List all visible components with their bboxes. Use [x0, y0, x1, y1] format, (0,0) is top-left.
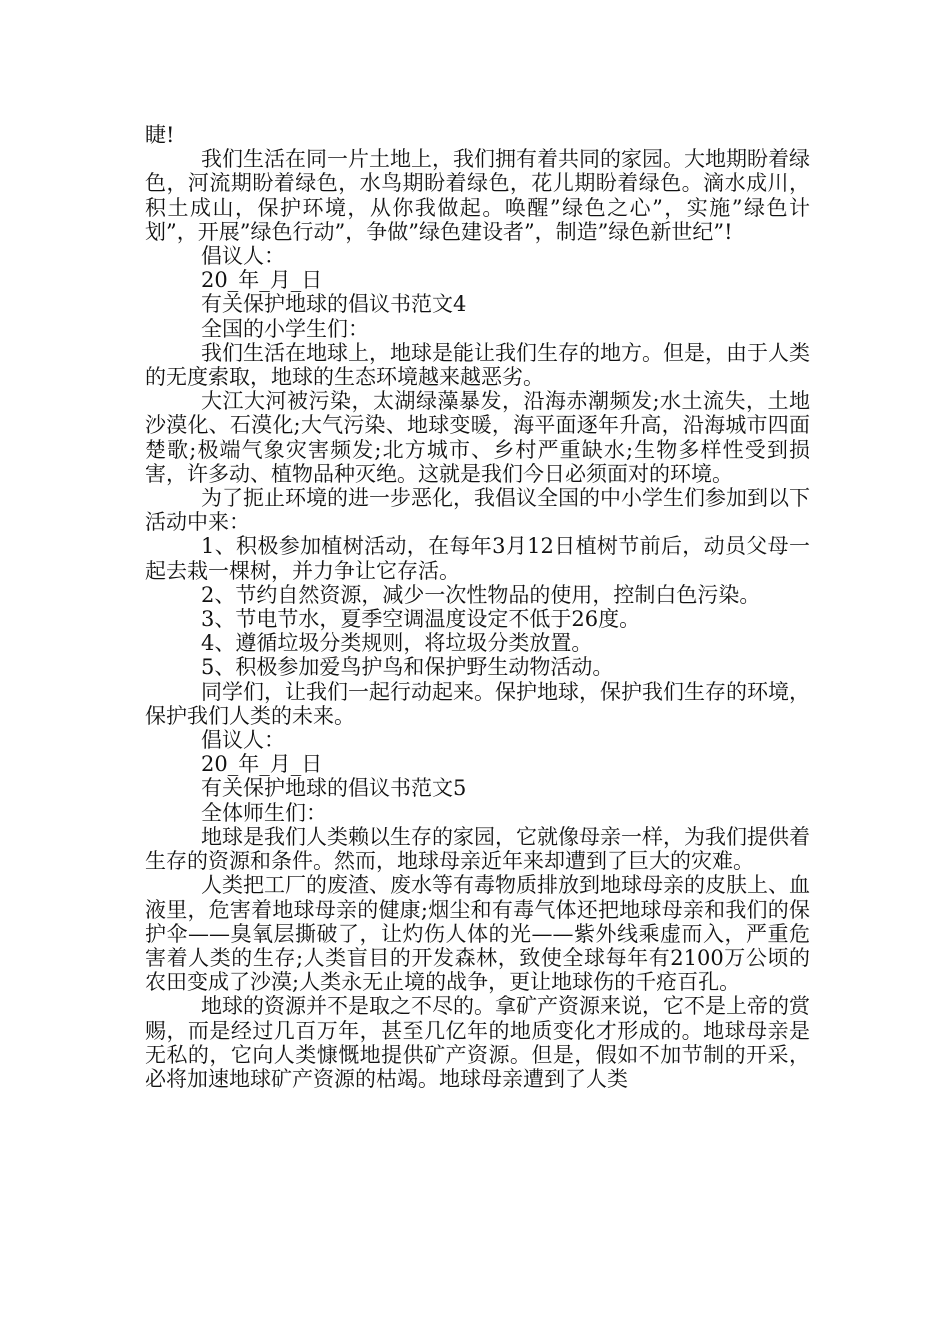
signature-label: 倡议人： [201, 244, 285, 269]
document-body [145, 123, 810, 1091]
paragraph: 睫! [145, 123, 175, 147]
paragraph: 大江大河被污染，太湖绿藻暴发，沿海赤潮频发;水土流失，土地沙漠化、石漠化;大气污染、地球变暖，海平面逐年升高，沿海城市四面楚歌;极端气象灾害频发;北方城市、乡村严重缺水;生物多样性受到损害，许多动、植物品种灭绝。这就是我们今日必须面对的环境。 [145, 389, 810, 486]
paragraph: 人类把工厂的废渣、废水等有毒物质排放到地球母亲的皮肤上、血液里，危害着地球母亲的健康;烟尘和有毒气体还把地球母亲和我们的保护伞——臭氧层撕破了，让灼伤人体的光——紫外线乘虚而入，严重危害着人类的生存;人类盲目的开发森林，致使全球每年有2100万公顷的农田变成了沙漠;人类永无止境的战争，更让地球伤的千疮百孔。 [145, 873, 810, 995]
paragraph: 同学们，让我们一起行动起来。保护地球，保护我们生存的环境，保护我们人类的未来。 [145, 679, 810, 728]
paragraph: 我们生活在同一片土地上，我们拥有着共同的家园。大地期盼着绿色，河流期盼着绿色，水鸟期盼着绿色，花儿期盼着绿色。滴水成川，积土成山，保护环境，从你我做起。唤醒”绿色之心”，实施”绿色计划”，开展”绿色行动”，争做”绿色建设者”，制造”绿色新世纪”! [145, 147, 810, 244]
salutation: 全国的小学生们： [201, 316, 369, 341]
date-line: 20_年_月_日 [201, 752, 323, 777]
section-title: 有关保护地球的倡议书范文5 [201, 776, 467, 801]
list-item: 5、积极参加爱鸟护鸟和保护野生动物活动。 [201, 655, 614, 680]
paragraph: 我们生活在地球上，地球是能让我们生存的地方。但是，由于人类的无度索取，地球的生态环境越来越恶劣。 [145, 340, 810, 390]
list-item: 3、节电节水，夏季空调温度设定不低于26度。 [201, 607, 641, 632]
salutation: 全体师生们： [201, 800, 327, 825]
list-item: 1、积极参加植树活动，在每年3月12日植树节前后，动员父母一起去栽一棵树，并力争让它存活。 [145, 534, 810, 583]
list-item: 4、遵循垃圾分类规则，将垃圾分类放置。 [201, 631, 593, 656]
paragraph: 地球的资源并不是取之不尽的。拿矿产资源来说，它不是上帝的赏赐，而是经过几百万年，甚至几亿年的地质变化才形成的。地球母亲是无私的，它向人类慷慨地提供矿产资源。但是，假如不加节制的开采，必将加速地球矿产资源的枯竭。地球母亲遭到了人类 [145, 994, 810, 1091]
section-title: 有关保护地球的倡议书范文4 [201, 292, 467, 317]
signature-label: 倡议人： [201, 728, 285, 753]
list-item: 2、节约自然资源，减少一次性物品的使用，控制白色污染。 [201, 582, 761, 607]
paragraph: 地球是我们人类赖以生存的家园，它就像母亲一样，为我们提供着生存的资源和条件。然而，地球母亲近年来却遭到了巨大的灾难。 [145, 824, 810, 874]
date-line: 20_年_月_日 [201, 268, 323, 293]
paragraph: 为了扼止环境的进一步恶化，我倡议全国的中小学生们参加到以下活动中来： [145, 486, 810, 535]
